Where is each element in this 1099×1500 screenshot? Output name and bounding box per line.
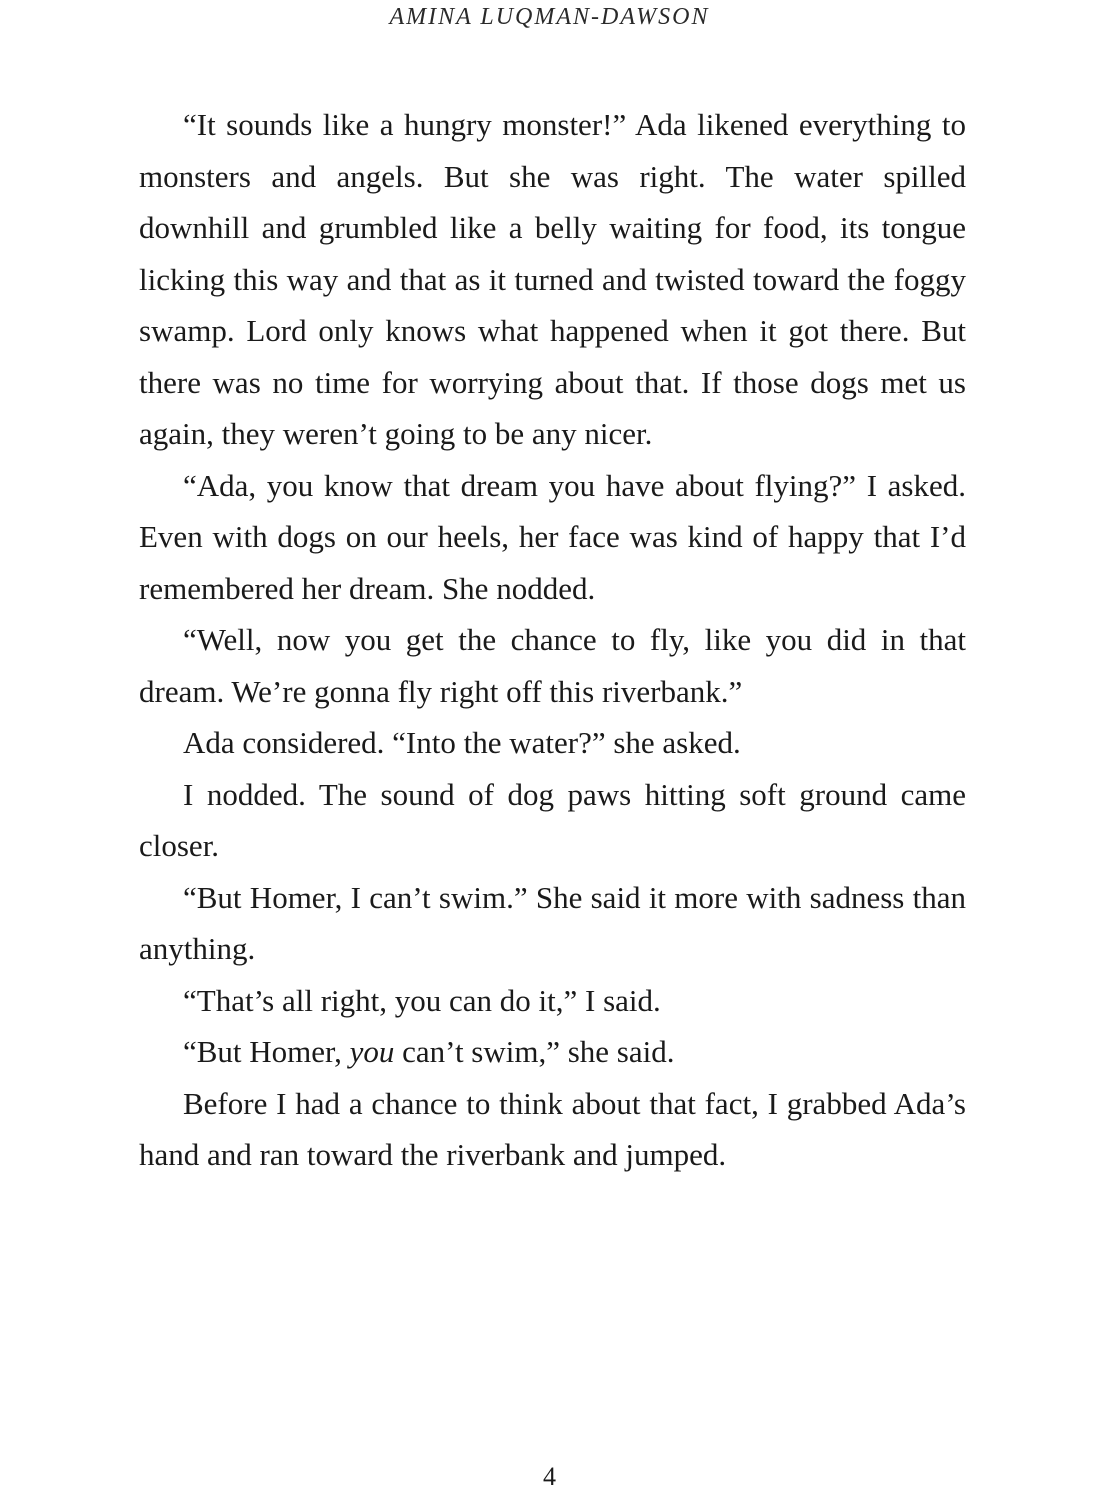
paragraph-8-end: can’t swim,” she said. bbox=[394, 1034, 675, 1069]
paragraph-8-emphasis: you bbox=[349, 1034, 395, 1069]
paragraph-5: I nodded. The sound of dog paws hitting soft ground came closer. bbox=[139, 776, 966, 863]
paragraph-2: “Ada, you know that dream you have about flying?” I asked. Even with dogs on our heels, her face was kind of happy that I’d remembered her dream. She nodded. bbox=[139, 467, 966, 606]
paragraph-3: “Well, now you get the chance to fly, like you did in that dream. We’re gonna fly right off this riverbank.” bbox=[139, 622, 966, 709]
paragraph-9: Before I had a chance to think about that fact, I grabbed Ada’s hand and ran toward the riverbank and jumped. bbox=[139, 1085, 966, 1172]
paragraph-1: “It sounds like a hungry monster!” Ada likened everything to monsters and angels. But she was right. The water spilled downhill and grumbled like a belly waiting for food, its tongue licking this way and that as it turned and twisted toward the foggy swamp. Lord only knows what happened when it got there. But there was no time for worrying about that. If those dogs met us again, they weren’t going to be any nicer. bbox=[139, 107, 966, 451]
body-text bbox=[139, 99, 966, 1181]
running-head: AMINA LUQMAN-DAWSON bbox=[389, 4, 710, 30]
paragraph-8-start: “But Homer, bbox=[183, 1034, 350, 1069]
paragraph-6: “But Homer, I can’t swim.” She said it more with sadness than anything. bbox=[139, 879, 966, 966]
page-number: 4 bbox=[543, 1462, 556, 1491]
paragraph-8 bbox=[139, 1026, 966, 1078]
paragraph-7: “That’s all right, you can do it,” I said. bbox=[183, 982, 661, 1018]
paragraph-4: Ada considered. “Into the water?” she asked. bbox=[183, 725, 741, 760]
